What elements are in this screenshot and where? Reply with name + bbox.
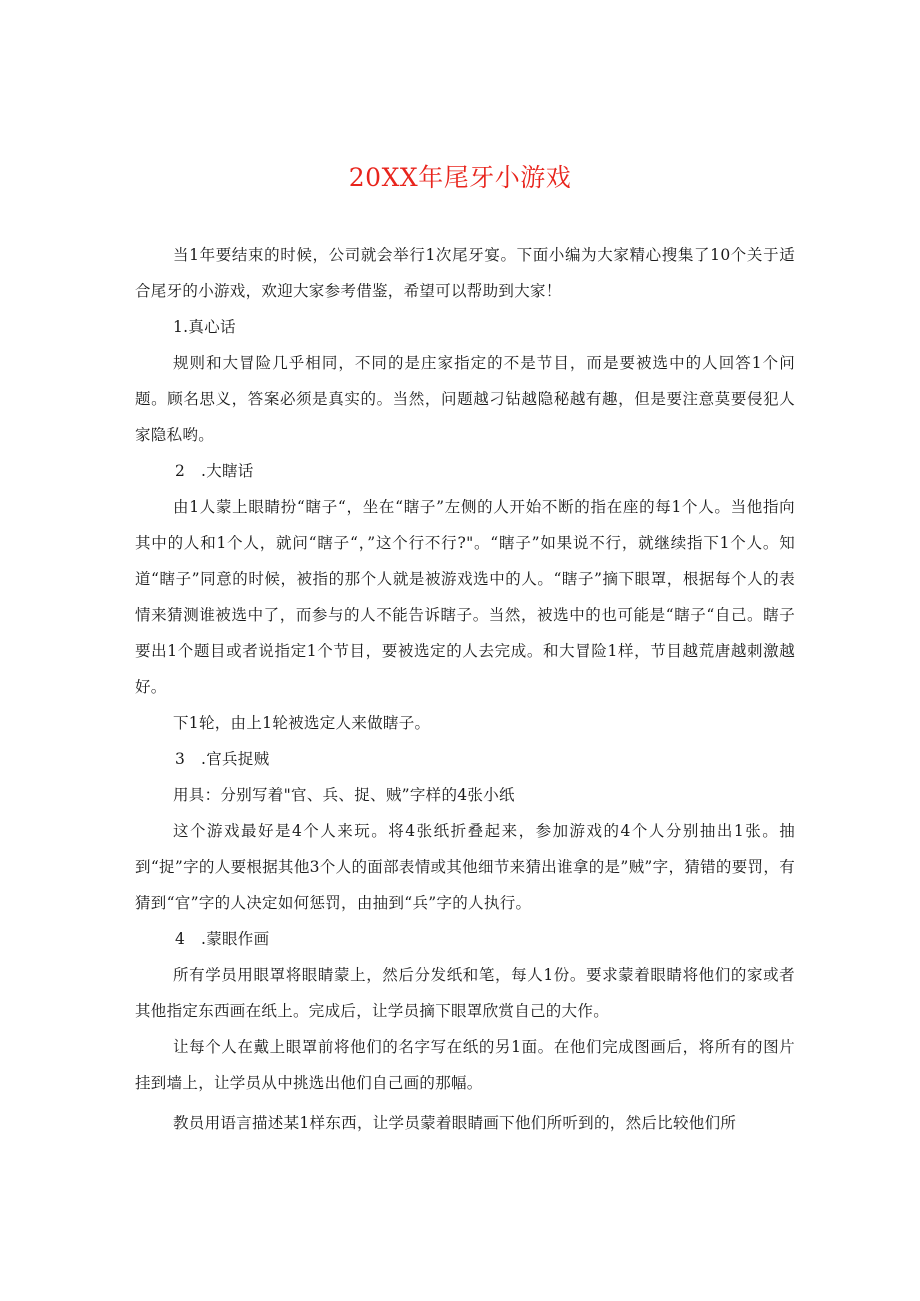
section-1-paragraph: 规则和大冒险几乎相同，不同的是庄家指定的不是节目，而是要被选中的人回答1个问题。顾名思义，答案必须是真实的。当然，问题越刁钻越隐秘越有趣，但是要注意莫要侵犯人家隐私哟。 bbox=[135, 354, 795, 444]
section-2-heading: 2 .大瞎话 bbox=[175, 462, 254, 480]
section-2-paragraph-1: 由1人蒙上眼睛扮“瞎子“，坐在“瞎子”左侧的人开始不断的指在座的每1个人。当他指向其中的人和1个人，就问“瞎子“，”这个行不行?"。“瞎子”如果说不行，就继续指下1个人。知道“瞎子”同意的时候，被指的那个人就是被游戏选中的人。“瞎子”摘下眼罩，根据每个人的表情来猜测谁被选中了，而参与的人不能告诉瞎子。当然，被选中的也可能是“瞎子“自己。瞎子要出1个题目或者说指定1个节目，要被选定的人去完成。和大冒险1样，节目越荒唐越刺激越好。 bbox=[135, 498, 795, 696]
document-body bbox=[135, 237, 795, 1141]
section-4-paragraph-2: 让每个人在戴上眼罩前将他们的名字写在纸的另1面。在他们完成图画后，将所有的图片挂到墙上，让学员从中挑选出他们自己画的那幅。 bbox=[135, 1038, 795, 1092]
section-3-paragraph-2: 这个游戏最好是4个人来玩。将4张纸折叠起来，参加游戏的4个人分别抽出1张。抽到“捉”字的人要根据其他3个人的面部表情或其他细节来猜出谁拿的是”贼”字，猜错的要罚，有猜到“官”字的人决定如何惩罚，由抽到“兵”字的人执行。 bbox=[135, 822, 795, 912]
section-4-paragraph-3: 教员用语言描述某1样东西，让学员蒙着眼睛画下他们所听到的，然后比较他们所 bbox=[173, 1114, 737, 1132]
section-3-paragraph-1: 用具：分别写着"官、兵、捉、贼”字样的4张小纸 bbox=[173, 786, 515, 804]
section-1-heading: 1.真心话 bbox=[173, 318, 236, 336]
intro-paragraph: 当1年要结束的时候，公司就会举行1次尾牙宴。下面小编为大家精心搜集了10个关于适合尾牙的小游戏，欢迎大家参考借鉴，希望可以帮助到大家！ bbox=[135, 246, 795, 300]
section-4-paragraph-1: 所有学员用眼罩将眼睛蒙上，然后分发纸和笔，每人1份。要求蒙着眼睛将他们的家或者其他指定东西画在纸上。完成后，让学员摘下眼罩欣赏自己的大作。 bbox=[135, 966, 795, 1020]
document-title: 20XX年尾牙小游戏 bbox=[348, 163, 572, 192]
section-2-paragraph-2: 下1轮，由上1轮被选定人来做瞎子。 bbox=[173, 714, 431, 732]
section-3-heading: 3 .官兵捉贼 bbox=[175, 750, 270, 768]
section-4-heading: 4 .蒙眼作画 bbox=[175, 930, 270, 948]
